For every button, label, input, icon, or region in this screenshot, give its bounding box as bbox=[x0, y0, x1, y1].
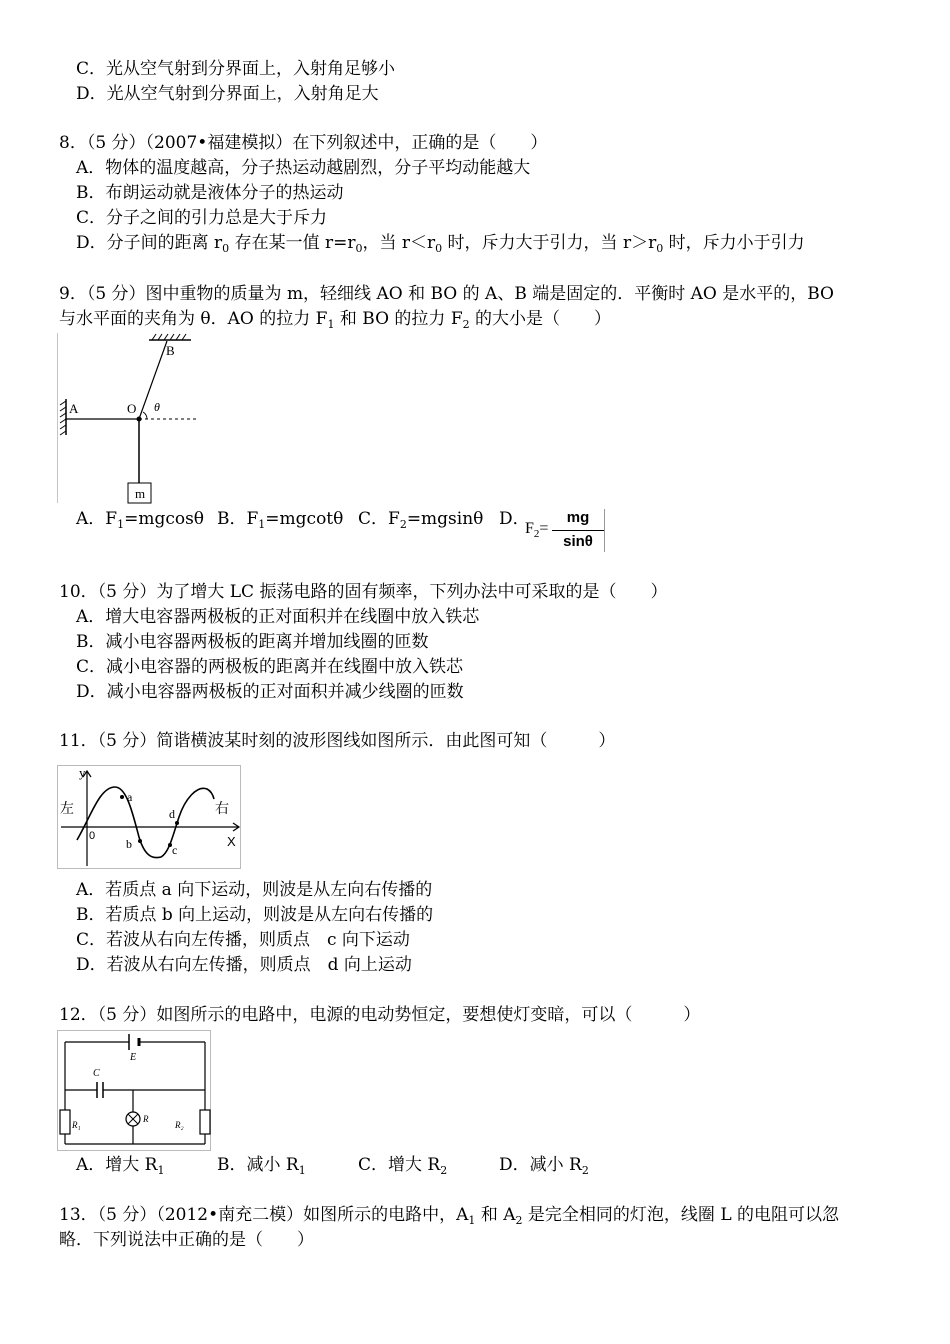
q9-string-bo bbox=[139, 341, 167, 419]
q11-option-a: A．若质点 a 向下运动，则波是从左向右传播的 bbox=[76, 880, 433, 900]
q13-stem-1b: 和 A bbox=[475, 1205, 516, 1225]
q9-d-denominator: sinθ bbox=[563, 533, 593, 550]
q9-figure bbox=[57, 333, 197, 505]
q11-point-b bbox=[138, 839, 142, 843]
q12-option-b bbox=[217, 1154, 306, 1176]
q10-option-c: C．减小电容器的两极板的距离并在线圈中放入铁芯 bbox=[76, 657, 464, 677]
q11-label-a: a bbox=[127, 790, 133, 804]
q10-option-a: A．增大电容器两极板的正对面积并在线圈中放入铁芯 bbox=[76, 607, 480, 627]
q9-d-eq: = bbox=[539, 520, 549, 537]
q12-d-sub: 2 bbox=[581, 1164, 589, 1177]
q9-d-border bbox=[604, 509, 605, 552]
q7-option-d: D．光从空气射到分界面上，入射角足大 bbox=[76, 84, 379, 104]
q8-option-c: C．分子之间的引力总是大于斥力 bbox=[76, 208, 328, 228]
q8-d-sub-2: 0 bbox=[355, 242, 363, 255]
q8-option-b: B．布朗运动就是液体分子的热运动 bbox=[76, 183, 344, 203]
q9-ceiling-hatch bbox=[152, 334, 186, 340]
q12-option-c bbox=[358, 1154, 447, 1176]
q9-a-rest: =mgcosθ bbox=[124, 509, 205, 529]
q9-d-numerator: mg bbox=[566, 509, 590, 526]
q9-option-d-label: D． bbox=[499, 509, 530, 529]
q9-a-sub: 1 bbox=[117, 518, 125, 531]
q9-c-rest: =mgsinθ bbox=[406, 509, 484, 529]
q9-option-a bbox=[76, 508, 204, 530]
q9-angle-arc bbox=[143, 412, 147, 419]
q12-d-text: D．减小 R bbox=[499, 1155, 582, 1175]
q12-c-sub: 2 bbox=[440, 1164, 448, 1177]
q9-b-text: B．F bbox=[217, 509, 259, 529]
q9-option-c bbox=[358, 508, 483, 530]
q8-d-sub-3: 0 bbox=[435, 242, 443, 255]
q9-c-text: C．F bbox=[358, 509, 400, 529]
q9-stem-line2 bbox=[59, 308, 611, 330]
q9-d-f-sub: 2 bbox=[533, 528, 540, 540]
q8-d-text-3: ，当 r＜r bbox=[362, 233, 436, 253]
q9-label-m: m bbox=[135, 486, 146, 501]
q12-label-r2: R₂ bbox=[175, 1120, 184, 1130]
q12-resistor-r1 bbox=[60, 1110, 70, 1134]
q9-b-rest: =mgcotθ bbox=[265, 509, 344, 529]
q11-label-y: y bbox=[79, 765, 86, 780]
q12-figure bbox=[57, 1030, 212, 1152]
q9-stem-2c: 的大小是（ ） bbox=[469, 309, 612, 329]
q12-option-d bbox=[499, 1154, 589, 1176]
q9-wall-hatch bbox=[60, 401, 66, 435]
q12-label-e: E bbox=[130, 1052, 137, 1063]
q12-stem: 12．（5 分）如图所示的电路中，电源的电动势恒定，要想使灯变暗，可以（ ） bbox=[59, 1005, 701, 1025]
q12-c-text: C．增大 R bbox=[358, 1155, 441, 1175]
q9-stem-sub2: 2 bbox=[462, 318, 470, 331]
q8-d-text-4: 时，斥力大于引力，当 r＞r bbox=[442, 233, 657, 253]
q9-label-theta: θ bbox=[154, 400, 160, 414]
q11-label-origin: 0 bbox=[89, 830, 96, 842]
q13-stem-line1 bbox=[59, 1204, 839, 1226]
q11-wave bbox=[77, 787, 214, 858]
q9-stem-line1: 9．（5 分）图中重物的质量为 m，轻细线 AO 和 BO 的 A、B 端是固定的．平衡时 AO 是水平的，BO bbox=[59, 284, 834, 304]
q12-label-r1: R₁ bbox=[72, 1120, 81, 1130]
q9-option-d-formula bbox=[525, 509, 607, 553]
q12-b-text: B．减小 R bbox=[217, 1155, 299, 1175]
q11-label-right: 右 bbox=[215, 801, 229, 817]
q12-resistor-r2 bbox=[200, 1110, 210, 1134]
q9-stem-2a: 与水平面的夹角为 θ．AO 的拉力 F bbox=[59, 309, 328, 329]
q11-label-left: 左 bbox=[60, 801, 74, 817]
q11-label-b: b bbox=[126, 837, 132, 851]
q12-b-sub: 1 bbox=[298, 1164, 306, 1177]
q12-label-c: C bbox=[93, 1068, 100, 1079]
q12-a-text: A．增大 R bbox=[76, 1155, 158, 1175]
q9-a-text: A．F bbox=[76, 509, 118, 529]
q9-c-sub: 2 bbox=[399, 518, 407, 531]
q13-stem-line2: 略．下列说法中正确的是（ ） bbox=[59, 1230, 314, 1250]
q9-stem-sub1: 1 bbox=[327, 318, 335, 331]
q11-figure bbox=[57, 765, 242, 869]
q8-d-sub-4: 0 bbox=[656, 242, 664, 255]
q10-stem: 10．（5 分）为了增大 LC 振荡电路的固有频率，下列办法中可采取的是（ ） bbox=[59, 582, 668, 602]
q11-label-d: d bbox=[169, 807, 175, 821]
q9-label-a: A bbox=[69, 401, 79, 416]
q13-stem-sub1: 1 bbox=[468, 1214, 476, 1227]
q10-option-d: D．减小电容器两极板的正对面积并减少线圈的匝数 bbox=[76, 682, 464, 702]
q9-d-f-letter: F bbox=[525, 520, 534, 537]
q11-label-c: c bbox=[172, 843, 178, 857]
q9-label-o: O bbox=[127, 401, 137, 416]
q9-stem-2b: 和 BO 的拉力 F bbox=[334, 309, 463, 329]
q11-stem: 11．（5 分）简谐横波某时刻的波形图线如图所示．由此图可知（ ） bbox=[59, 731, 616, 751]
q11-option-b: B．若质点 b 向上运动，则波是从左向右传播的 bbox=[76, 905, 434, 925]
q9-option-b bbox=[217, 508, 343, 530]
q12-a-sub: 1 bbox=[157, 1164, 165, 1177]
q7-option-c: C．光从空气射到分界面上，入射角足够小 bbox=[76, 59, 396, 79]
q9-label-b: B bbox=[166, 343, 175, 358]
q11-option-d: D．若波从右向左传播，则质点 d 向上运动 bbox=[76, 955, 412, 975]
q9-d-fraction-bar bbox=[552, 530, 604, 531]
q11-point-d bbox=[175, 821, 179, 825]
q11-figure-border bbox=[58, 766, 241, 869]
q8-d-sub-1: 0 bbox=[222, 242, 230, 255]
q10-option-b: B．减小电容器两极板的距离并增加线圈的匝数 bbox=[76, 632, 429, 652]
q12-label-r: R bbox=[143, 1114, 149, 1124]
q13-stem-1c: 是完全相同的灯泡，线圈 L 的电阻可以忽 bbox=[522, 1205, 840, 1225]
q8-d-text-1: D．分子间的距离 r bbox=[76, 233, 223, 253]
q8-d-text-2: 存在某一值 r=r bbox=[229, 233, 356, 253]
q8-stem: 8．（5 分）（2007•福建模拟）在下列叙述中，正确的是（ ） bbox=[59, 133, 548, 153]
q9-d-f bbox=[525, 520, 548, 538]
q11-option-c: C．若波从右向左传播，则质点 c 向下运动 bbox=[76, 930, 410, 950]
q11-point-a bbox=[120, 795, 124, 799]
q8-option-d bbox=[76, 232, 805, 254]
q9-b-sub: 1 bbox=[258, 518, 266, 531]
q12-option-a bbox=[76, 1154, 164, 1176]
q8-option-a: A．物体的温度越高，分子热运动越剧烈，分子平均动能越大 bbox=[76, 158, 531, 178]
q13-stem-sub2: 2 bbox=[515, 1214, 523, 1227]
q11-label-x: X bbox=[227, 834, 236, 849]
q8-d-text-5: 时，斥力小于引力 bbox=[663, 233, 805, 253]
q13-stem-1a: 13．（5 分）（2012•南充二模）如图所示的电路中，A bbox=[59, 1205, 469, 1225]
